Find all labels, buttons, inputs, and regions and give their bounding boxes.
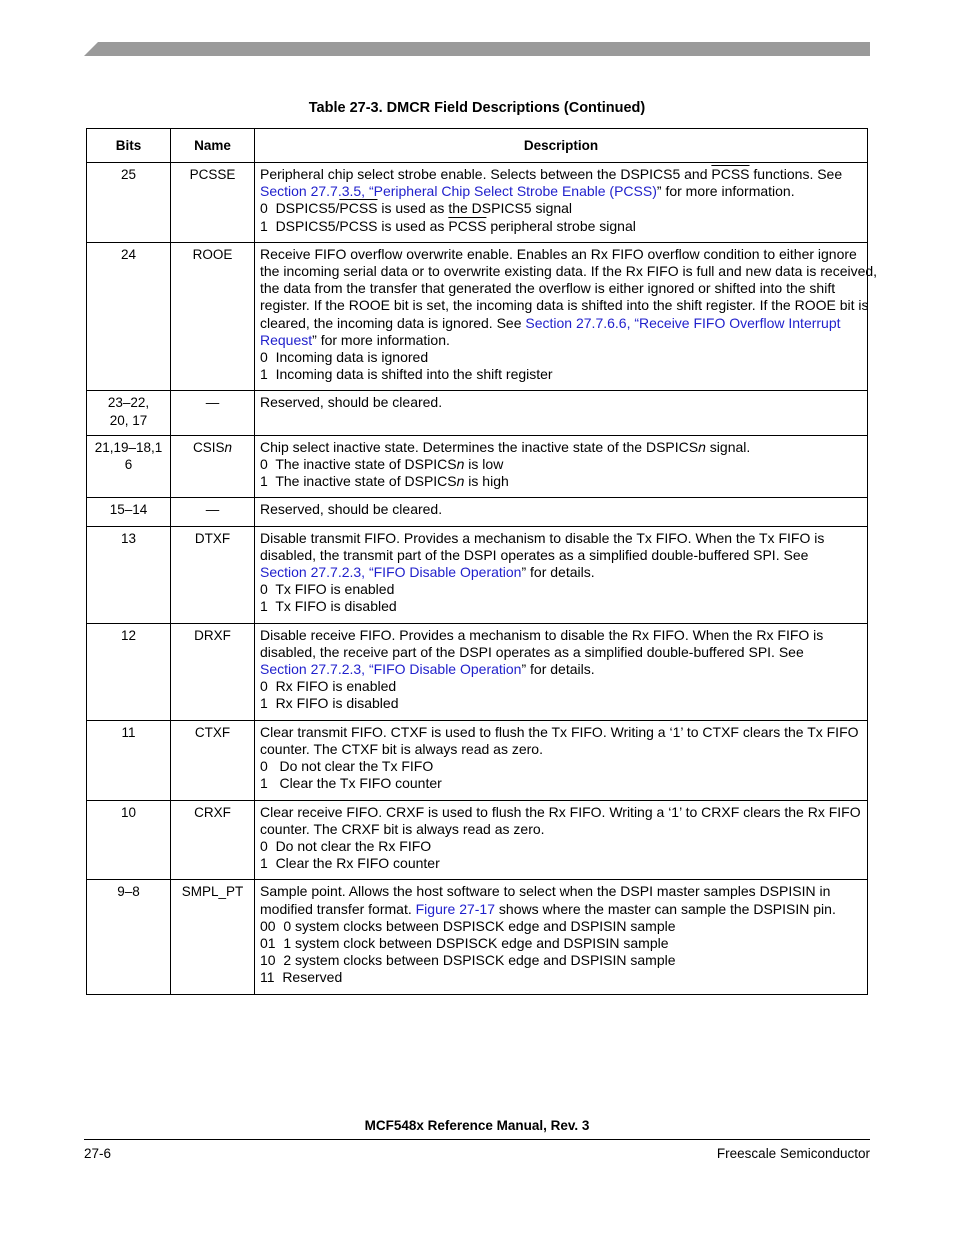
table-row [87, 800, 868, 880]
column-header-description: Description [255, 129, 868, 163]
cell-description: Receive FIFO overflow overwrite enable. Enables an Rx FIFO overflow condition to either ignore the incoming serial data or to overwrite existing data. If the Rx FIFO is full and new data is received, the data from the transfer that generated the overflow is either ignored or shifted into the shift register. If the ROOE bit is set, the incoming data is shifted into the shift register. If the ROOE bit is cleared, the incoming data is ignored. See Section 27.7.6.6, “Receive FIFO Overflow Interrupt Request” for more information. 0 Incoming data is ignored 1 Incoming data is shifted into the shift register [255, 242, 868, 391]
cell-name: — [171, 498, 255, 526]
cell-description: Reserved, should be cleared. [255, 498, 868, 526]
cross-reference-link[interactable]: Section 27.7.3.5, “Peripheral Chip Select Strobe Enable (PCSS) [260, 183, 657, 200]
cell-name: DRXF [171, 623, 255, 720]
cell-bits: 23–22, 20, 17 [87, 391, 171, 435]
cross-reference-link[interactable]: Section 27.7.2.3, “FIFO Disable Operation [260, 564, 522, 581]
table-title: Table 27-3. DMCR Field Descriptions (Continued) [308, 100, 646, 116]
table-row [87, 880, 868, 994]
column-header-bits: Bits [87, 129, 171, 163]
cross-reference-link[interactable]: Request [260, 331, 313, 348]
cell-name: — [171, 391, 255, 435]
cell-name: CTXF [171, 720, 255, 800]
footer-rule [84, 1139, 870, 1140]
table-row [87, 623, 868, 720]
cell-description: Clear transmit FIFO. CTXF is used to flush the Tx FIFO. Writing a ‘1’ to CTXF clears the Tx FIFO counter. The CTXF bit is always read as zero. 0 Do not clear the Tx FIFO 1 Clear the Tx FIFO counter [255, 720, 868, 800]
footer-manual-title: MCF548x Reference Manual, Rev. 3 [364, 1118, 590, 1133]
column-header-name: Name [171, 129, 255, 163]
table-row [87, 391, 868, 435]
cell-description: Chip select inactive state. Determines the inactive state of the DSPICSn signal. 0 The inactive state of DSPICSn is low 1 The inactive state of DSPICSn is high [255, 435, 868, 498]
cell-bits: 11 [87, 720, 171, 800]
cell-bits: 24 [87, 242, 171, 391]
table-row [87, 242, 868, 391]
cross-reference-link[interactable]: Section 27.7.2.3, “FIFO Disable Operation [260, 661, 522, 678]
active-low-signal: PCSS [711, 166, 750, 182]
cell-description: Disable transmit FIFO. Provides a mechanism to disable the Tx FIFO. When the Tx FIFO is disabled, the transmit part of the DSPI operates as a simplified double-buffered SPI. See Section 27.7.2.3, “FIFO Disable Operation” for details. 0 Tx FIFO is enabled 1 Tx FIFO is disabled [255, 526, 868, 623]
cell-name: SMPL_PT [171, 880, 255, 994]
header-bar-graphic [84, 42, 870, 56]
cell-bits: 15–14 [87, 498, 171, 526]
active-low-signal: PCSS [448, 217, 487, 234]
cell-name: CRXF [171, 800, 255, 880]
cell-description: Clear receive FIFO. CRXF is used to flush the Rx FIFO. Writing a ‘1’ to CRXF clears the Rx FIFO counter. The CRXF bit is always read as zero. 0 Do not clear the Rx FIFO 1 Clear the Rx FIFO counter [255, 800, 868, 880]
dmcr-field-table [86, 128, 878, 995]
cell-description: Reserved, should be cleared. [255, 391, 868, 435]
cell-bits: 10 [87, 800, 171, 880]
cross-reference-link[interactable]: Figure 27-17 [415, 900, 496, 917]
cell-name: PCSSE [171, 163, 255, 243]
cell-name: CSISn [171, 435, 255, 498]
cell-name: ROOE [171, 242, 255, 391]
cell-description: Disable receive FIFO. Provides a mechanism to disable the Rx FIFO. When the Rx FIFO is disabled, the receive part of the DSPI operates as a simplified double-buffered SPI. See Section 27.7.2.3, “FIFO Disable Operation” for details. 0 Rx FIFO is enabled 1 Rx FIFO is disabled [255, 623, 868, 720]
header-bar [84, 42, 870, 56]
table-row [87, 163, 868, 243]
cell-description: Sample point. Allows the host software to select when the DSPI master samples DSPISIN in modified transfer format. Figure 27-17 shows where the master can sample the DSPISIN pin. 00 0 system clocks between DSPISCK edge and DSPISIN sample 01 1 system clock between DSPISCK edge and DSPISIN sample 10 2 system clocks between DSPISCK edge and DSPISIN sample 11 Reserved [255, 880, 868, 994]
table-row [87, 498, 868, 526]
cell-bits: 21,19–18,1 6 [87, 435, 171, 498]
page-number: 27-6 [84, 1146, 112, 1161]
cell-name: DTXF [171, 526, 255, 623]
cell-bits: 9–8 [87, 880, 171, 994]
table-row [87, 526, 868, 623]
cell-description: Peripheral chip select strobe enable. Selects between the DSPICS5 and PCSS functions. See Section 27.7.3.5, “Peripheral Chip Select Strobe Enable (PCSS)” for more information. 0 DSPICS5/PCSS is used as the DSPICS5 signal 1 DSPICS5/PCSS is used as PCSS peripheral strobe signal [255, 163, 868, 243]
table-row [87, 720, 868, 800]
active-low-signal: PCSS [339, 200, 378, 217]
table-row [87, 435, 868, 498]
table-header-row [87, 129, 868, 163]
cell-bits: 25 [87, 163, 171, 243]
table-body [87, 163, 878, 995]
cell-bits: 13 [87, 526, 171, 623]
cross-reference-link[interactable]: Section 27.7.6.6, “Receive FIFO Overflow Interrupt [525, 314, 841, 331]
cell-bits: 12 [87, 623, 171, 720]
company-name: Freescale Semiconductor [716, 1146, 870, 1161]
